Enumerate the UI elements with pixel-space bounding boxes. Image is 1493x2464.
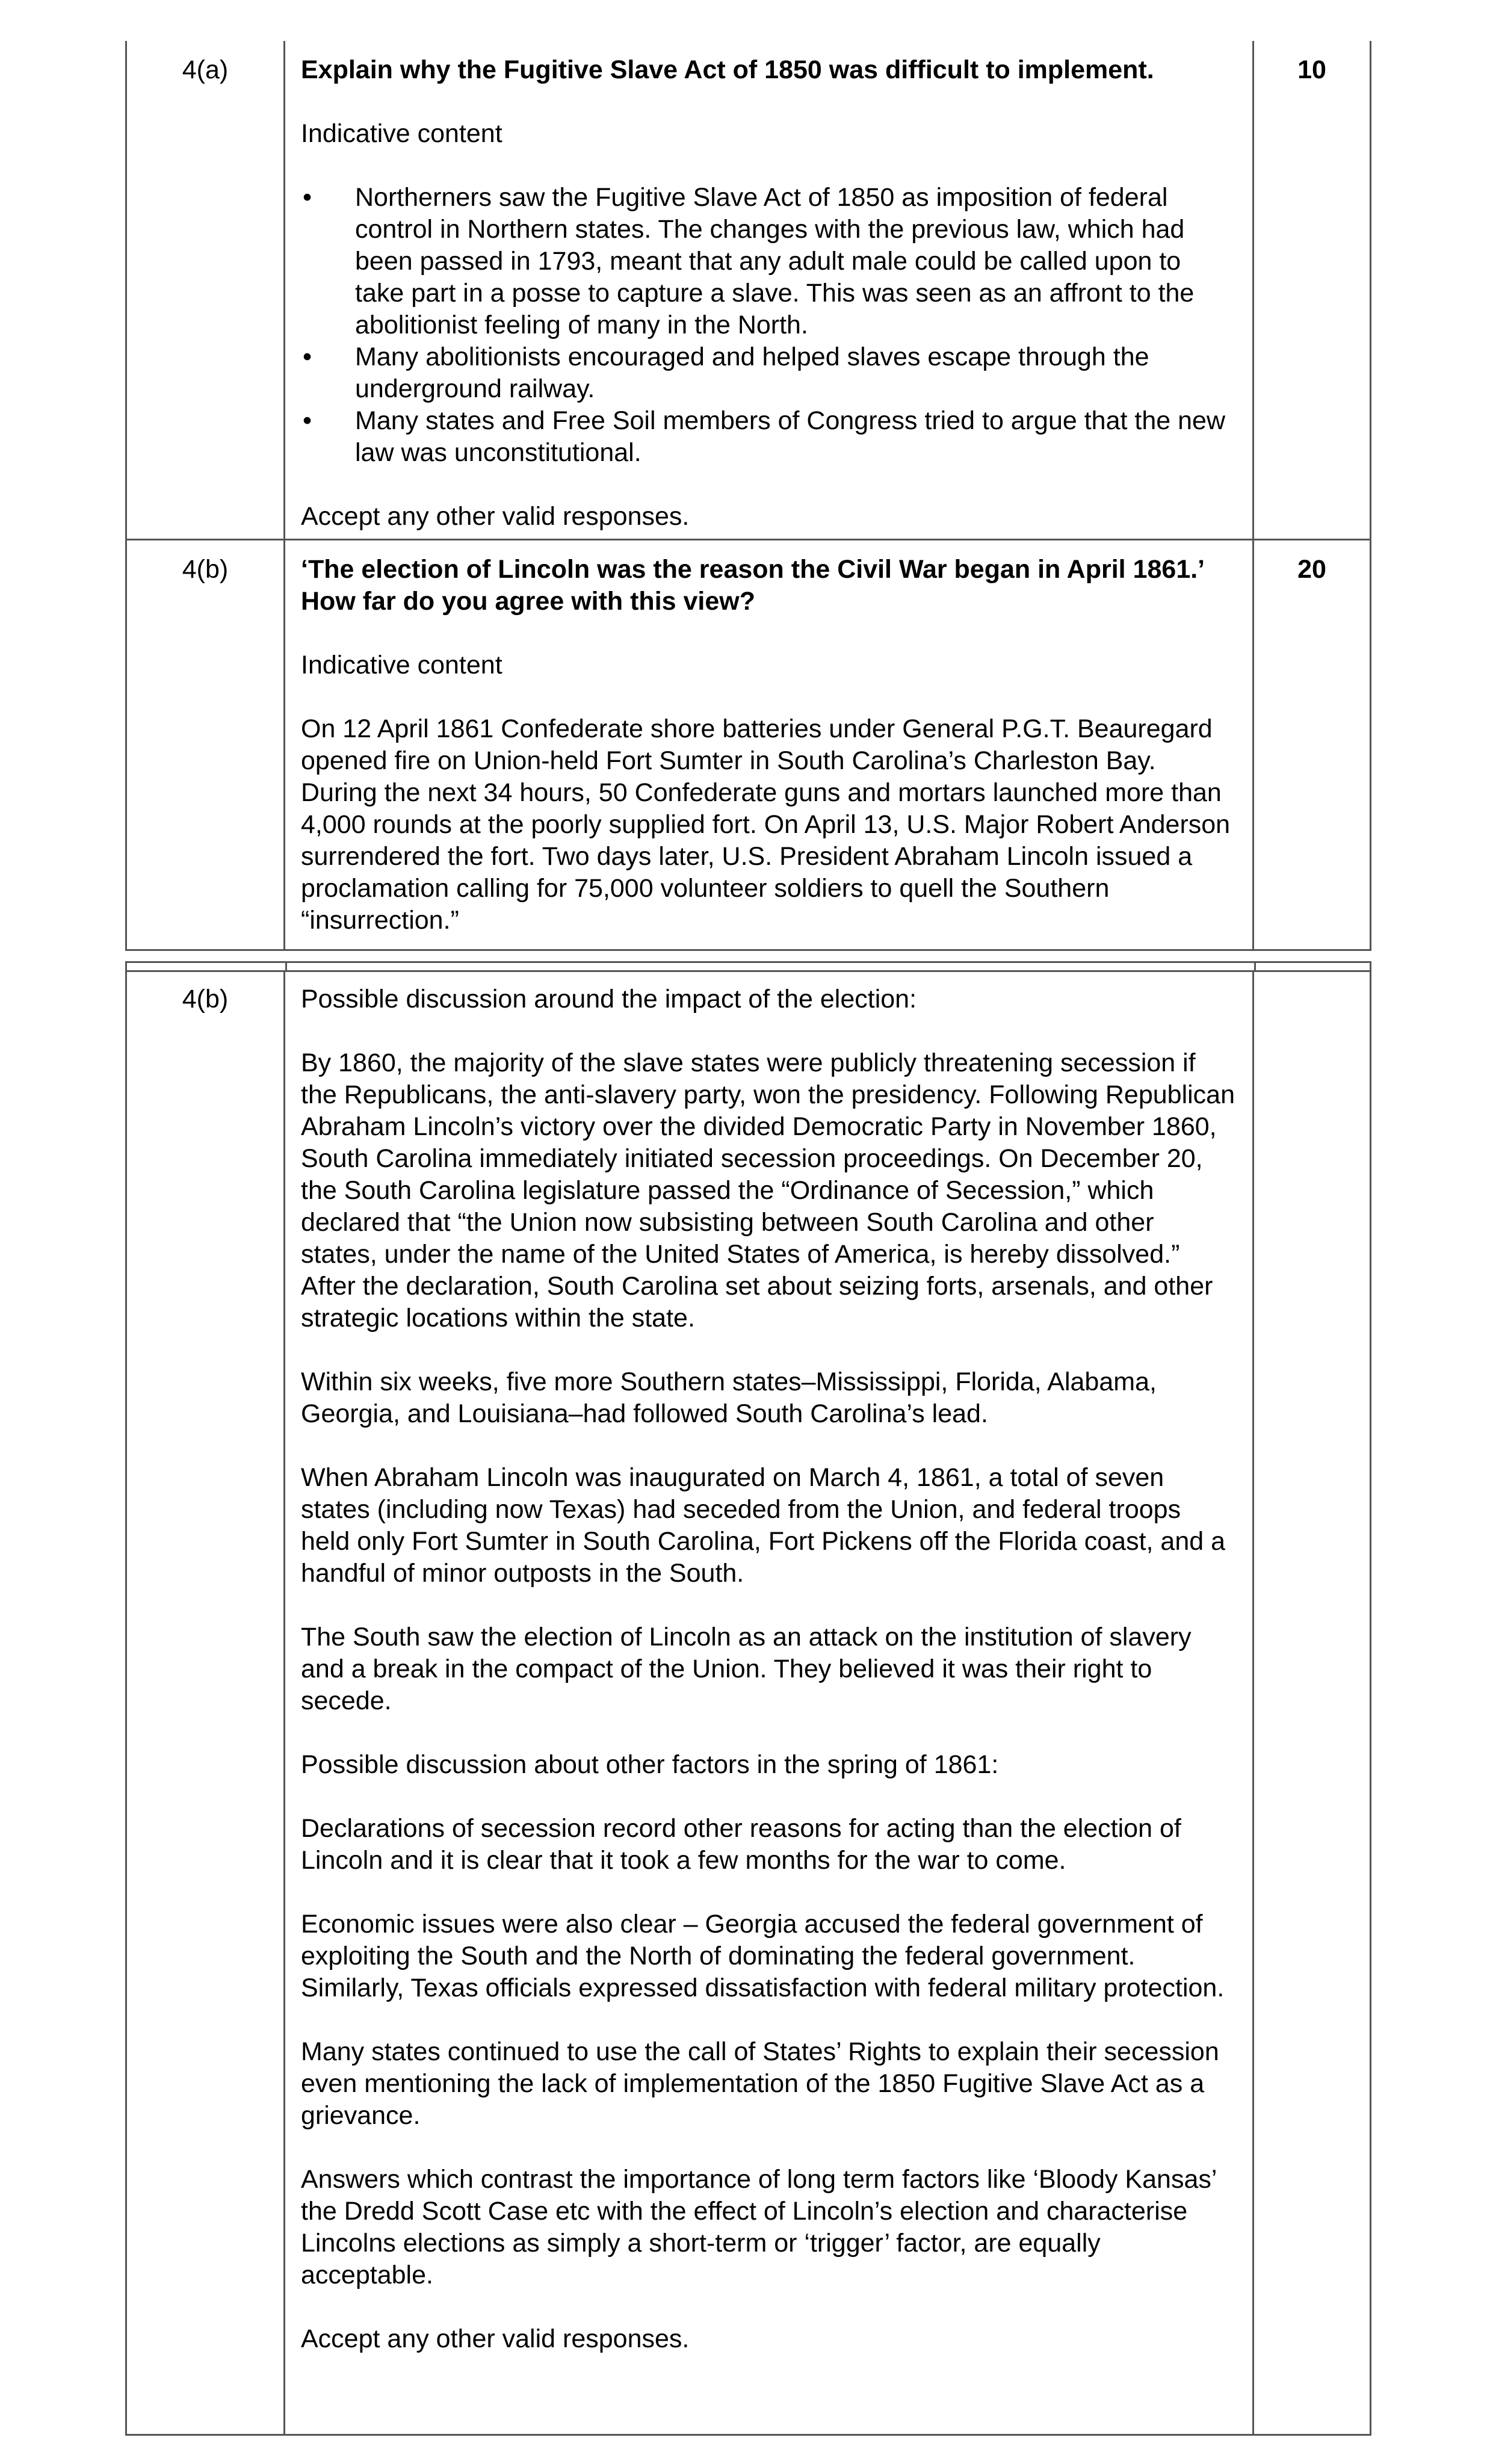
list-item-text: Northerners saw the Fugitive Slave Act of 1850 as imposition of federal control in Northern states. The changes with the previous law, which had been passed in 1793, meant that any adult male could be called upon to take part in a posse to capture a slave. This was seen as an affront to the abolitionist feeling of many in the North. [355, 183, 1195, 339]
marks-value: 20 [1254, 540, 1371, 951]
list-item-text: Many states and Free Soil members of Congress tried to argue that the new law was unconstitutional. [355, 406, 1226, 467]
question-content [285, 41, 1254, 540]
question-content [285, 970, 1254, 2436]
question-number: 4(b) [125, 540, 285, 951]
indicative-content-label: Indicative content [301, 651, 502, 679]
question-number: 4(a) [125, 41, 285, 540]
paragraph: Declarations of secession record other reasons for acting than the election of Lincoln and it is clear that it took a few months for the war to come. [301, 1814, 1181, 1875]
question-content [285, 540, 1254, 951]
paragraph: Within six weeks, five more Southern states–Mississippi, Florida, Alabama, Georgia, and Louisiana–had followed South Carolina’s lead. [301, 1367, 1157, 1428]
list-item [303, 182, 1237, 341]
paragraph: The South saw the election of Lincoln as an attack on the institution of slavery and a break in the compact of the Union. They believed it was their right to secede. [301, 1623, 1192, 1715]
paragraph: By 1860, the majority of the slave states were publicly threatening secession if the Republicans, the anti-slavery party, won the presidency. Following Republican Abraham Lincoln’s victory over the divided Democratic Party in November 1860, South Carolina immediately initiated secession proceedings. On December 20, the South Carolina legislature passed the “Ordinance of Secession,” which declared that “the Union now subsisting between South Carolina and other states, under the name of the United States of America, is hereby dissolved.” After the declaration, South Carolina set about seizing forts, arsenals, and other strategic locations within the state. [301, 1048, 1235, 1333]
bullet-icon: • [303, 342, 312, 371]
indicative-bullet-list [301, 182, 1237, 469]
bullet-icon: • [303, 183, 312, 212]
marks-value-empty [1254, 970, 1371, 2436]
accept-other-responses: Accept any other valid responses. [301, 502, 690, 531]
paragraph: When Abraham Lincoln was inaugurated on March 4, 1861, a total of seven states (including now Texas) had seceded from the Union, and federal troops held only Fort Sumter in South Carolina, Fort Pickens off the Florida coast, and a handful of minor outposts in the South. [301, 1463, 1226, 1588]
divider-tick [285, 963, 287, 970]
divider-tick [1254, 963, 1256, 970]
paragraph: Economic issues were also clear – Georgia accused the federal government of exploiting the South and the North of dominating the federal government. Similarly, Texas officials expressed dissatisfaction with federal military protection. [301, 1910, 1225, 2002]
list-item [303, 341, 1237, 405]
paragraph: Possible discussion around the impact of the election: [301, 985, 917, 1014]
paragraph: Possible discussion about other factors in the spring of 1861: [301, 1750, 999, 1779]
mark-scheme-table-top [125, 41, 1371, 951]
divider-tick [1370, 963, 1371, 970]
indicative-content-label: Indicative content [301, 119, 502, 148]
paragraph: On 12 April 1861 Confederate shore batteries under General P.G.T. Beauregard opened fire on Union-held Fort Sumter in South Carolina’s Charleston Bay. During the next 34 hours, 50 Confederate guns and mortars launched more than 4,000 rounds at the poorly supplied fort. On April 13, U.S. Major Robert Anderson surrendered the fort. Two days later, U.S. President Abraham Lincoln issued a proclamation calling for 75,000 volunteer soldiers to quell the Southern “insurrection.” [301, 714, 1231, 935]
question-text: Explain why the Fugitive Slave Act of 1850 was difficult to implement. [301, 55, 1154, 84]
accept-other-responses: Accept any other valid responses. [301, 2324, 690, 2353]
mark-scheme-table-continued [125, 970, 1371, 2436]
paragraph: Many states continued to use the call of States’ Rights to explain their secession even mentioning the lack of implementation of the 1850 Fugitive Slave Act as a grievance. [301, 2037, 1219, 2130]
question-text: ‘The election of Lincoln was the reason the Civil War began in April 1861.’ How far do you agree with this view? [301, 555, 1204, 616]
marks-value: 10 [1254, 41, 1371, 540]
bullet-icon: • [303, 406, 312, 435]
list-item [303, 405, 1237, 469]
list-item-text: Many abolitionists encouraged and helped slaves escape through the underground railway. [355, 342, 1149, 403]
paragraph: Answers which contrast the importance of long term factors like ‘Bloody Kansas’ the Dredd Scott Case etc with the effect of Lincoln’s election and characterise Lincolns elections as simply a short-term or ‘trigger’ factor, are equally acceptable. [301, 2165, 1216, 2289]
question-number: 4(b) [125, 970, 285, 2436]
divider-tick [125, 963, 127, 970]
